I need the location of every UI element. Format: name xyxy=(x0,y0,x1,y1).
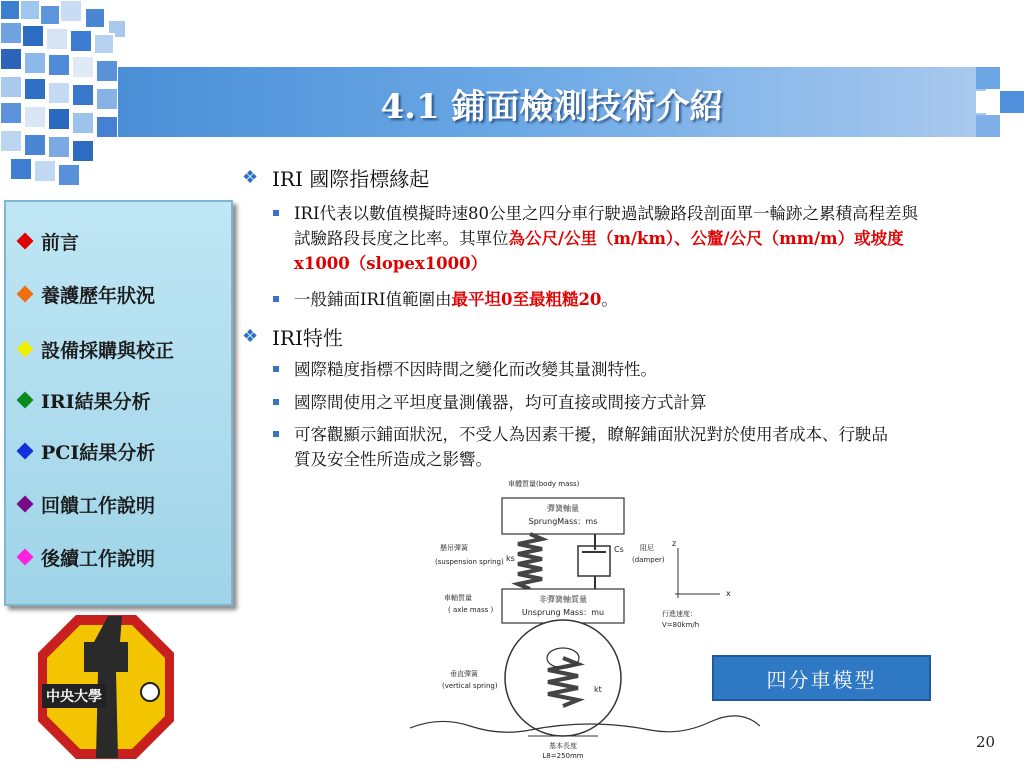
z-axis-label: z xyxy=(672,539,677,548)
section-title: IRI特性 xyxy=(272,326,343,350)
suspension-label-en: (suspension spring) xyxy=(435,558,504,566)
sidebar-item-label: 回饋工作說明 xyxy=(41,494,156,517)
axle-label-cn: 車軸質量 xyxy=(444,594,472,602)
bullet-item xyxy=(294,357,934,382)
diamond-bullet-icon: ❖ xyxy=(242,326,259,347)
x-axis-label: x xyxy=(726,589,731,598)
bullet-text: 一般鋪面IRI值範圍由 xyxy=(294,290,452,309)
damper-label-en: (damper) xyxy=(632,556,665,564)
cs-label: Cs xyxy=(614,545,624,554)
sidebar-item-label: 設備採購與校正 xyxy=(41,339,175,362)
diamond-icon xyxy=(17,233,34,250)
bullet-item xyxy=(294,422,904,472)
diamond-icon xyxy=(17,443,34,460)
diamond-icon xyxy=(17,341,34,358)
quarter-car-model-label: 四分車模型 xyxy=(712,655,931,701)
quarter-car-diagram xyxy=(410,478,760,760)
base-length-val: L8=250mm xyxy=(542,752,584,760)
sidebar-item-intro[interactable] xyxy=(16,224,79,258)
bullet-item xyxy=(294,287,934,312)
sidebar-nav xyxy=(4,200,233,606)
sidebar-item-label: PCI結果分析 xyxy=(41,441,156,464)
speed-value: V=80km/h xyxy=(662,621,700,629)
bullet-item xyxy=(294,390,934,415)
sidebar-item-equipment[interactable] xyxy=(16,332,174,366)
diamond-icon xyxy=(17,496,34,513)
bullet-text: 。 xyxy=(601,290,618,309)
sidebar-item-label: 前言 xyxy=(41,231,80,254)
logo-text: 中央大學 xyxy=(42,684,106,708)
base-length-cn: 基本長度 xyxy=(549,742,577,750)
sidebar-item-followup[interactable] xyxy=(16,540,155,574)
unsprung-mass-en: Unsprung Mass：mu xyxy=(521,608,605,617)
decorative-squares-right xyxy=(976,67,1024,137)
bullet-text: 國際間使用之平坦度量測儀器，均可直接或間接方式計算 xyxy=(294,393,707,412)
slide-title: 4.1 鋪面檢測技術介紹 xyxy=(380,87,724,127)
body-mass-label: 車體質量(body mass) xyxy=(508,480,580,488)
axle-label-en: ( axle mass ) xyxy=(448,606,494,614)
sidebar-item-label: 後續工作說明 xyxy=(41,547,156,570)
sidebar-item-label: 養護歷年狀況 xyxy=(41,284,156,307)
suspension-label-cn: 懸吊彈簧 xyxy=(440,544,468,552)
kt-label: kt xyxy=(594,685,602,694)
sprung-mass-en: SprungMass：ms xyxy=(528,517,598,526)
section-title: IRI 國際指標緣起 xyxy=(272,167,430,191)
bullet-text: IRI代表以數值模擬時速80公里之四分車行駛過試驗路段剖面單一輪跡之累積高程差與試驗路段長度之比率。其單位 xyxy=(294,204,918,248)
range-highlight: 最平坦0至最粗糙20 xyxy=(451,290,602,309)
square-bullet-icon xyxy=(273,399,279,405)
diamond-bullet-icon: ❖ xyxy=(242,167,259,188)
sprung-mass-cn: 彈簧軸量 xyxy=(547,504,579,513)
damper-label-cn: 阻尼 xyxy=(640,544,654,552)
square-bullet-icon xyxy=(273,210,279,216)
diamond-icon xyxy=(17,286,34,303)
section-heading xyxy=(242,163,429,192)
speed-label: 行進速度： xyxy=(662,610,697,618)
square-bullet-icon xyxy=(273,431,279,437)
sidebar-item-iri[interactable] xyxy=(16,383,151,417)
page-number: 20 xyxy=(976,733,996,751)
bullet-text: 可客觀顯示鋪面狀況，不受人為因素干擾，瞭解鋪面狀況對於使用者成本、行駛品質及安全性所造成之影響。 xyxy=(294,425,888,469)
diamond-icon xyxy=(17,549,34,566)
vertical-spring-en: (vertical spring) xyxy=(442,682,498,690)
square-bullet-icon xyxy=(273,296,279,302)
bullet-text: 國際糙度指標不因時間之變化而改變其量測特性。 xyxy=(294,360,657,379)
unsprung-mass-cn: 非彈簧軸質量 xyxy=(539,595,587,604)
sidebar-item-pci[interactable] xyxy=(16,434,155,468)
sidebar-item-maintenance[interactable] xyxy=(16,277,155,311)
sidebar-item-feedback[interactable] xyxy=(16,487,155,521)
sidebar-item-label: IRI結果分析 xyxy=(41,390,151,413)
square-bullet-icon xyxy=(273,366,279,372)
diamond-icon xyxy=(17,392,34,409)
bullet-item xyxy=(294,201,934,276)
vertical-spring-cn: 垂直彈簧 xyxy=(450,670,478,678)
section-heading xyxy=(242,322,343,351)
title-bar xyxy=(118,67,986,137)
ks-label: ks xyxy=(506,554,515,563)
unit-highlight: 為公尺/公里（m/km）、公釐/公尺（mm/m）或坡度x1000（slopex1000） xyxy=(294,229,904,273)
